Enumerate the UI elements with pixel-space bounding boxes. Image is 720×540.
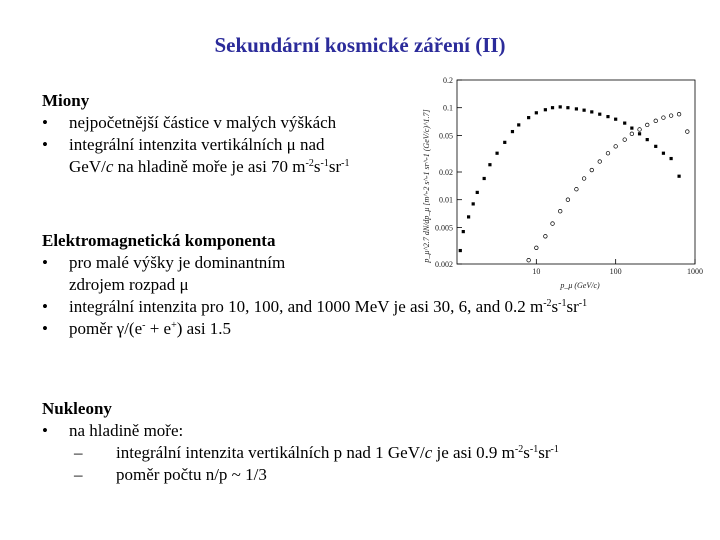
y-tick-label: 0.002 [435,260,453,269]
muons-bullet-2-line-1: integrální intenzita vertikálních μ nad [69,135,325,154]
nucleons-sub-2-text: poměr počtu n/p ~ 1/3 [116,465,267,484]
nucleons-bullet-1-text: na hladině moře: [69,421,184,440]
data-point-filled [476,191,479,194]
data-point-open [662,116,666,120]
unit-exponent-m: -2 [305,158,314,169]
data-point-open [544,235,548,239]
data-point-filled [551,106,554,109]
nucleons-section [42,398,559,486]
bullet-mark: • [42,421,48,440]
y-tick-label: 0.1 [443,103,453,113]
data-point-filled [527,116,530,119]
unit-sr: sr [538,443,551,462]
muons-bullet-1-text: nejpočetnější částice v malých výškách [69,113,337,132]
data-point-filled [590,110,593,113]
data-point-open [623,138,627,142]
nucleons-sub-1-c: c [424,443,433,462]
em-bullet-3 [42,318,587,340]
data-point-open [606,151,610,155]
data-point-filled [623,122,626,125]
bullet-mark: • [42,135,48,154]
muons-heading: Miony [42,91,90,110]
data-point-open [558,209,562,213]
data-point-filled [598,113,601,116]
data-point-open [677,112,681,116]
unit-s: s [551,297,559,316]
em-heading: Elektromagnetická komponenta [42,231,276,250]
data-point-filled [559,105,562,108]
data-point-filled [517,123,520,126]
data-point-filled [511,130,514,133]
unit-exponent-s: -1 [529,444,539,455]
em-bullet-2-text: integrální intenzita pro 10, 100, and 1000 MeV je asi 30, 6, and 0.2 m [69,297,544,316]
unit-s: s [523,443,530,462]
data-point-open [527,258,531,262]
data-point-filled [462,230,465,233]
y-tick-label: 0.005 [435,223,453,233]
data-point-filled [467,215,470,218]
data-point-filled [495,152,498,155]
dash-mark: – [74,443,83,462]
x-tick-label: 1000 [687,267,703,276]
data-point-open [686,130,690,134]
data-point-open [614,145,618,149]
nucleons-bullet-1 [42,420,559,442]
data-point-filled [646,138,649,141]
nucleons-sub-1 [42,442,559,464]
em-bullet-2 [42,296,587,318]
data-point-open [598,160,602,164]
unit-exponent-sr: -1 [550,444,559,455]
muons-bullet-2-continuation [42,156,349,178]
bullet-mark: • [42,319,48,338]
nucleons-sub-1-post: je asi 0.9 m [432,443,515,462]
positron-charge: + [171,320,177,331]
data-point-filled [606,115,609,118]
data-point-open [535,246,539,250]
x-tick-label: 100 [609,267,622,276]
slide-title: Sekundární kosmické záření (II) [214,33,506,57]
em-bullet-1-line-2: zdrojem rozpad μ [69,275,189,294]
x-tick-label: 10 [532,267,541,276]
chart-svg [405,76,705,290]
nucleons-sub-1-pre: integrální intenzita vertikálních p nad 1 GeV/ [116,443,425,462]
bullet-mark: • [42,297,48,316]
em-bullet-3-mid: + e [145,319,172,338]
em-bullet-3-pre: poměr γ/(e [69,319,143,338]
data-point-filled [575,107,578,110]
data-point-open [551,222,555,226]
bullet-mark: • [42,253,48,272]
data-point-filled [662,152,665,155]
unit-sr: sr [328,157,342,176]
data-point-filled [630,127,633,130]
data-point-open [566,198,570,202]
dash-mark: – [74,465,83,484]
data-point-filled [488,163,491,166]
chart-y-ticks [435,76,462,269]
chart-x-ticks [532,259,703,276]
data-point-filled [472,202,475,205]
unit-exponent-s: -1 [558,298,567,309]
unit-sr: sr [566,297,579,316]
data-point-filled [544,108,547,111]
nucleons-heading: Nukleony [42,399,112,418]
electron-charge: - [142,320,146,331]
data-point-open [638,128,642,132]
muons-bullet-2 [42,134,349,156]
muons-bullet-2-gev: GeV/ [69,157,106,176]
y-tick-label: 0.01 [439,195,453,205]
data-point-open [590,168,594,172]
unit-exponent-sr: -1 [578,298,588,309]
data-point-filled [638,132,641,135]
chart-y-axis-label: p_μ^2.7 dN/dp_μ [m^-2 s^-1 sr^-1 (GeV/c)^1.7] [422,109,431,263]
data-point-filled [677,175,680,178]
data-point-open [645,123,649,127]
em-bullet-3-post: ) asi 1.5 [176,319,232,338]
y-tick-label: 0.2 [443,76,453,85]
data-point-filled [535,111,538,114]
data-point-filled [582,109,585,112]
data-point-filled [503,141,506,144]
muons-bullet-2-line-2: na hladině moře je asi 70 m [113,157,306,176]
muons-section [42,90,349,178]
unit-exponent-sr: -1 [341,158,350,169]
bullet-mark: • [42,113,48,132]
unit-exponent-m: -2 [543,298,552,309]
y-tick-label: 0.02 [439,168,453,177]
data-point-open [630,132,634,136]
data-point-open [575,187,579,191]
unit-exponent-m: -2 [514,444,524,455]
nucleons-sub-2 [42,464,559,486]
data-point-filled [670,157,673,160]
data-point-filled [483,177,486,180]
data-point-open [654,119,658,123]
muons-bullet-1 [42,112,349,134]
unit-s: s [313,157,321,176]
unit-exponent-s: -1 [320,158,329,169]
data-point-filled [614,118,617,121]
data-point-filled [654,145,657,148]
data-point-open [582,177,586,181]
chart-points [459,105,689,262]
data-point-filled [459,249,462,252]
data-point-filled [566,106,569,109]
em-bullet-1-line-1: pro malé výšky je dominantním [69,253,286,272]
muons-bullet-2-c: c [105,157,114,176]
chart-x-axis-label: p_μ (GeV/c) [560,281,600,290]
muon-spectrum-chart [405,76,705,290]
data-point-open [669,114,673,118]
y-tick-label: 0.05 [439,131,453,141]
